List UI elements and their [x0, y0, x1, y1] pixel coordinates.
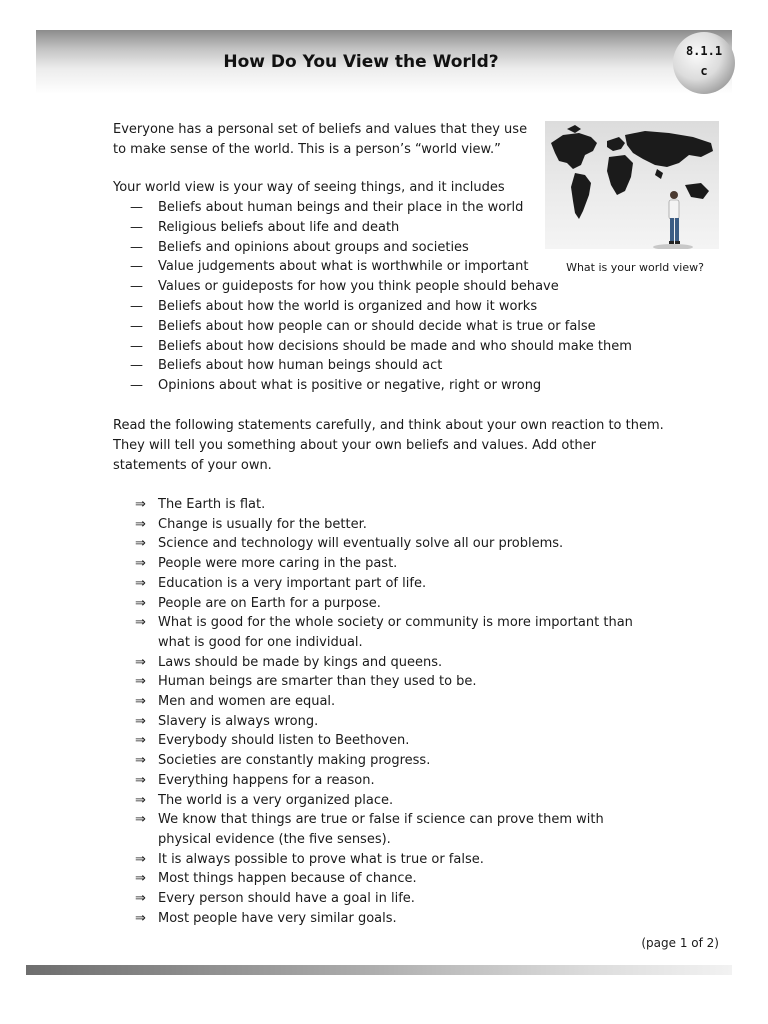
world-map-photo — [545, 121, 719, 249]
statement-item: ⇒ It is always possible to prove what is true or false. — [113, 850, 643, 870]
statement-item: ⇒ Societies are constantly making progress. — [113, 751, 643, 771]
arrow-icon: ⇒ — [135, 595, 146, 611]
statement-item: ⇒ Every person should have a goal in life. — [113, 889, 643, 909]
statement-item: ⇒ Everything happens for a reason. — [113, 771, 643, 791]
arrow-icon: ⇒ — [135, 733, 146, 749]
arrow-icon: ⇒ — [135, 694, 146, 710]
dash-marker: — — [130, 378, 143, 394]
lesson-code: 8.1.1 — [685, 44, 723, 58]
arrow-icon: ⇒ — [135, 575, 146, 591]
worldview-item: — Beliefs about how human beings should act — [113, 356, 633, 376]
statement-item: ⇒ The Earth is flat. — [113, 495, 643, 515]
arrow-icon: ⇒ — [135, 615, 146, 631]
statement-item: ⇒ Most things happen because of chance. — [113, 869, 643, 889]
photo-caption: What is your world view? — [566, 261, 704, 274]
lesson-code-suffix: c — [700, 64, 708, 78]
arrow-icon: ⇒ — [135, 851, 146, 867]
statement-item: ⇒ Science and technology will eventually solve all our problems. — [113, 534, 643, 554]
statement-item: ⇒ We know that things are true or false if science can prove them with physical evidence (the five senses). — [135, 812, 604, 847]
footer-band — [26, 965, 732, 975]
statement-item: ⇒ Most people have very similar goals. — [113, 909, 643, 929]
arrow-icon: ⇒ — [135, 516, 146, 532]
dash-marker: — — [130, 259, 143, 275]
dash-marker: — — [130, 338, 143, 354]
worldview-item: — Opinions about what is positive or negative, right or wrong — [113, 376, 633, 396]
dash-marker: — — [130, 219, 143, 235]
worldview-item: — Beliefs about how the world is organized and how it works — [113, 297, 633, 317]
worldview-item: — Beliefs about how people can or should decide what is true or false — [113, 317, 633, 337]
statement-item: ⇒ Everybody should listen to Beethoven. — [113, 731, 643, 751]
worldview-item: — Beliefs about human beings and their place in the world — [113, 198, 633, 218]
statement-item: ⇒ Human beings are smarter than they used to be. — [113, 672, 643, 692]
instructions-paragraph: Read the following statements carefully, and think about your own reaction to them. They will tell you something about your own beliefs and values. Add other statements of your own. — [113, 418, 664, 473]
dash-marker: — — [130, 239, 143, 255]
dash-marker: — — [130, 298, 143, 314]
arrow-icon: ⇒ — [135, 713, 146, 729]
arrow-icon: ⇒ — [135, 891, 146, 907]
arrow-icon: ⇒ — [135, 792, 146, 808]
dash-marker: — — [130, 200, 143, 215]
dash-marker: — — [130, 358, 143, 374]
statement-item: ⇒ Men and women are equal. — [113, 692, 643, 712]
lesson-code-badge — [673, 32, 735, 94]
page-number: (page 1 of 2) — [641, 936, 719, 950]
intro-paragraph: Everyone has a personal set of beliefs and values that they use to make sense of the world. This is a person’s “world view.” — [113, 122, 528, 157]
statement-item: ⇒ Slavery is always wrong. — [113, 712, 643, 732]
arrow-icon: ⇒ — [135, 654, 146, 670]
statement-item: ⇒ People are on Earth for a purpose. — [113, 594, 643, 614]
arrow-icon: ⇒ — [135, 497, 146, 512]
dash-marker: — — [130, 318, 143, 334]
worldview-item: — Value judgements about what is worthwhile or important — [113, 257, 633, 277]
statement-item: ⇒ Laws should be made by kings and queens. — [113, 653, 643, 673]
statement-item: ⇒ Change is usually for the better. — [113, 515, 643, 535]
dash-marker: — — [130, 279, 143, 295]
arrow-icon: ⇒ — [135, 753, 146, 769]
arrow-icon: ⇒ — [135, 674, 146, 690]
page-title: How Do You View the World? — [223, 52, 499, 72]
world-map-image — [545, 121, 719, 249]
statement-item: ⇒ People were more caring in the past. — [113, 554, 643, 574]
arrow-icon: ⇒ — [135, 556, 146, 572]
worldview-item: — Beliefs about how decisions should be made and who should make them — [113, 337, 633, 357]
statement-item: ⇒ The world is a very organized place. — [113, 791, 643, 811]
arrow-icon: ⇒ — [135, 536, 146, 552]
worldview-item: — Religious beliefs about life and death — [113, 218, 633, 238]
arrow-icon: ⇒ — [135, 812, 146, 828]
arrow-icon: ⇒ — [135, 910, 146, 926]
worldview-lead: Your world view is your way of seeing things, and it includes — [113, 180, 505, 195]
worldview-item: — Beliefs and opinions about groups and societies — [113, 238, 633, 258]
statement-item: ⇒ Education is a very important part of life. — [113, 574, 643, 594]
statement-item: ⇒ What is good for the whole society or community is more important than what is good for one individual. — [135, 615, 633, 650]
statements-list — [113, 495, 643, 928]
arrow-icon: ⇒ — [135, 871, 146, 887]
worldview-item: — Values or guideposts for how you think people should behave — [113, 277, 633, 297]
arrow-icon: ⇒ — [135, 772, 146, 788]
